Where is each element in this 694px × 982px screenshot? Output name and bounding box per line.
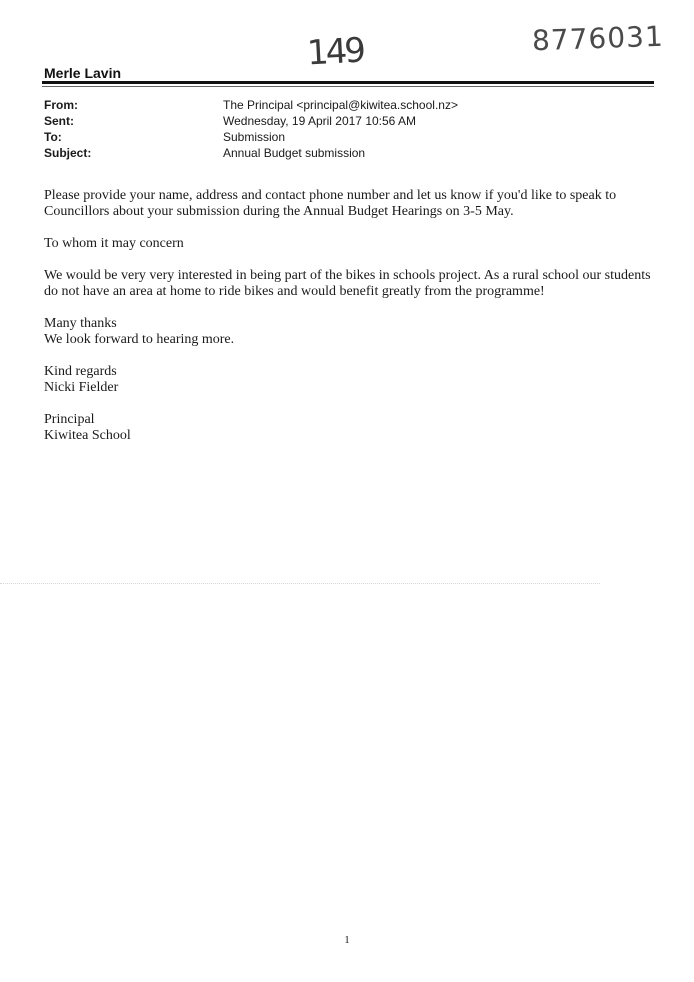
signer-name: Nicki Fielder bbox=[44, 380, 119, 395]
header-row-subject bbox=[44, 145, 654, 161]
greeting: To whom it may concern bbox=[44, 236, 184, 251]
thanks-paragraph bbox=[44, 316, 664, 348]
sender-name: Merle Lavin bbox=[44, 65, 122, 81]
page-number: 1 bbox=[344, 934, 350, 946]
instruction-paragraph bbox=[44, 188, 664, 220]
signer-organization: Kiwitea School bbox=[44, 428, 131, 443]
email-headers bbox=[44, 97, 654, 161]
header-value-subject: Annual Budget submission bbox=[223, 146, 366, 160]
header-value-sent: Wednesday, 19 April 2017 10:56 AM bbox=[223, 114, 417, 128]
signoff-paragraph bbox=[44, 364, 664, 396]
handwritten-page-number: 149 bbox=[305, 30, 364, 74]
email-body bbox=[44, 188, 664, 444]
instruction-line-1: Please provide your name, address and contact phone number and let us know if you'd like to speak to bbox=[44, 188, 617, 203]
handwritten-reference-number: 8776031 bbox=[531, 19, 665, 58]
header-divider bbox=[42, 81, 654, 84]
header-row-to bbox=[44, 129, 654, 145]
instruction-line-2: Councillors about your submission during the Annual Budget Hearings on 3-5 May. bbox=[44, 204, 514, 219]
header-value-from: The Principal <principal@kiwitea.school.nz> bbox=[223, 98, 458, 112]
header-row-from bbox=[44, 97, 654, 113]
header-label-to: To: bbox=[44, 130, 62, 144]
message-line-2: do not have an area at home to ride bikes and would benefit greatly from the programme! bbox=[44, 284, 545, 299]
thanks-line-1: Many thanks bbox=[44, 316, 117, 331]
scan-artifact-line bbox=[0, 583, 600, 584]
header-row-sent bbox=[44, 113, 654, 129]
header-divider-thin bbox=[42, 86, 654, 87]
thanks-line-2: We look forward to hearing more. bbox=[44, 332, 235, 347]
header-label-from: From: bbox=[44, 98, 78, 112]
header-value-to: Submission bbox=[223, 130, 286, 144]
signoff: Kind regards bbox=[44, 364, 117, 379]
header-label-sent: Sent: bbox=[44, 114, 74, 128]
signature-block bbox=[44, 412, 664, 444]
message-paragraph bbox=[44, 268, 664, 300]
signer-title: Principal bbox=[44, 412, 95, 427]
header-label-subject: Subject: bbox=[44, 146, 92, 160]
message-line-1: We would be very very interested in being part of the bikes in schools project. As a rural school our students bbox=[44, 268, 651, 283]
